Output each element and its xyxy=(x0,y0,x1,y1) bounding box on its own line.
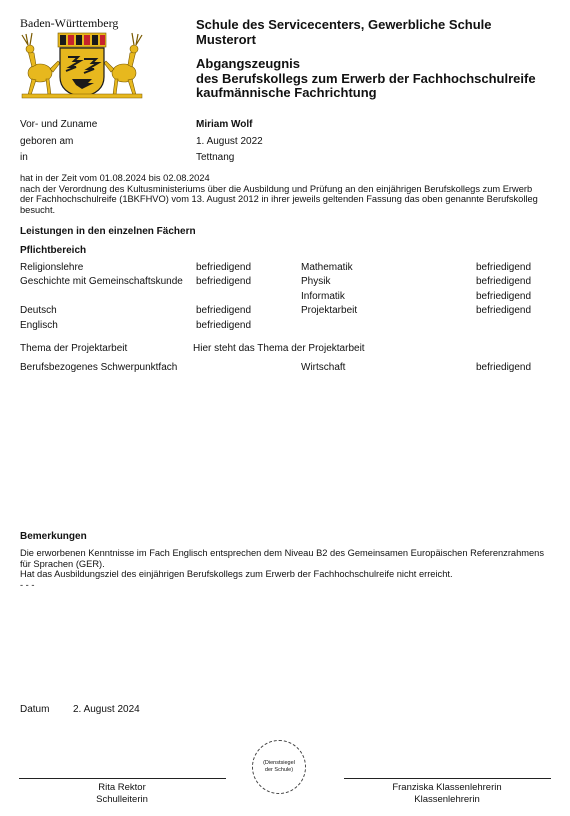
signature-block-teacher xyxy=(342,782,552,805)
remarks-placeholder: - - - xyxy=(20,579,35,590)
subject-grade: befriedigend xyxy=(196,320,252,331)
remarks-language-level: Die erworbenen Kenntnisse im Fach Englisch entsprechen dem Niveau B2 des Gemeinsamen Europäischen Referenzrahmens für Sprachen (GER). xyxy=(20,548,545,569)
attendance-period: hat in der Zeit vom 01.08.2024 bis 02.08.2024 xyxy=(20,173,210,183)
school-name: Schule des Servicecenters, Gewerbliche Schule Musterort xyxy=(196,17,492,47)
teacher-name: Franziska Klassenlehrerin xyxy=(392,782,502,793)
document-subtitle-2: kaufmännische Fachrichtung xyxy=(196,85,377,100)
seal-text-2: der Schule) xyxy=(264,767,294,773)
subject-grade: befriedigend xyxy=(196,305,252,316)
signature-block-principal xyxy=(17,782,227,805)
subject-grade: befriedigend xyxy=(196,276,252,287)
subject-name: Mathematik xyxy=(301,262,353,273)
birth-place-label: in xyxy=(20,152,28,163)
signature-line-right xyxy=(344,778,551,779)
remarks-text xyxy=(20,548,545,590)
subject-grade: befriedigend xyxy=(476,262,532,273)
subject-name: Physik xyxy=(301,276,331,287)
project-topic-label: Thema der Projektarbeit xyxy=(20,343,128,354)
focus-subject-grade: befriedigend xyxy=(476,362,532,373)
document-subtitle-1: des Berufskollegs zum Erwerb der Fachhochschulreife xyxy=(196,70,536,86)
attendance-regulation: nach der Verordnung des Kultusministeriums über die Ausbildung und Prüfung an den einjährigen Berufskollegs zum Erwerb der Fachhochschulreife (1BKFHVO) vom 13. August 2012 in ihrer jeweils geltenden Fassung das oben genannte Berufskolleg besucht. xyxy=(20,183,538,215)
name-label: Vor- und Zuname xyxy=(20,119,98,130)
subject-grade: befriedigend xyxy=(476,305,532,316)
name-value: Miriam Wolf xyxy=(196,119,253,130)
signature-line-left xyxy=(19,778,226,779)
subject-grade: befriedigend xyxy=(196,262,252,273)
date-value: 2. August 2024 xyxy=(73,704,140,715)
birth-date-label: geboren am xyxy=(20,136,74,147)
seal-text-1: (Dienstsiegel xyxy=(263,760,295,766)
subject-name: Deutsch xyxy=(20,305,57,316)
subject-name: Englisch xyxy=(20,320,58,331)
focus-subject-label: Berufsbezogenes Schwerpunktfach xyxy=(20,362,178,373)
remarks-outcome: Hat das Ausbildungsziel des einjährigen Berufskollegs zum Erwerb der Fachhochschulreife nicht erreicht. xyxy=(20,569,453,580)
state-name: Baden-Württemberg xyxy=(20,16,119,30)
subject-grade: befriedigend xyxy=(476,276,532,287)
coat-of-arms-logo xyxy=(18,31,146,99)
remarks-heading: Bemerkungen xyxy=(20,531,87,542)
grades-heading: Leistungen in den einzelnen Fächern xyxy=(20,226,196,237)
project-topic-value: Hier steht das Thema der Projektarbeit xyxy=(193,343,365,354)
teacher-role: Klassenlehrerin xyxy=(414,793,480,805)
attendance-text xyxy=(20,173,545,215)
date-label: Datum xyxy=(20,704,50,715)
birth-place-value: Tettnang xyxy=(196,152,235,163)
focus-subject-name: Wirtschaft xyxy=(301,362,346,373)
mandatory-section-heading: Pflichtbereich xyxy=(20,245,87,256)
principal-role: Schulleiterin xyxy=(96,793,148,805)
subject-name: Informatik xyxy=(301,291,345,302)
document-title-block xyxy=(196,57,566,101)
subject-grade: befriedigend xyxy=(476,291,532,302)
subject-name: Projektarbeit xyxy=(301,305,358,316)
official-seal-placeholder xyxy=(252,740,306,794)
principal-name: Rita Rektor xyxy=(98,782,146,793)
subject-name: Geschichte mit Gemeinschaftskunde xyxy=(20,276,183,287)
subject-name: Religionslehre xyxy=(20,262,84,273)
birth-date-value: 1. August 2022 xyxy=(196,136,263,147)
document-title: Abgangszeugnis xyxy=(196,56,301,71)
